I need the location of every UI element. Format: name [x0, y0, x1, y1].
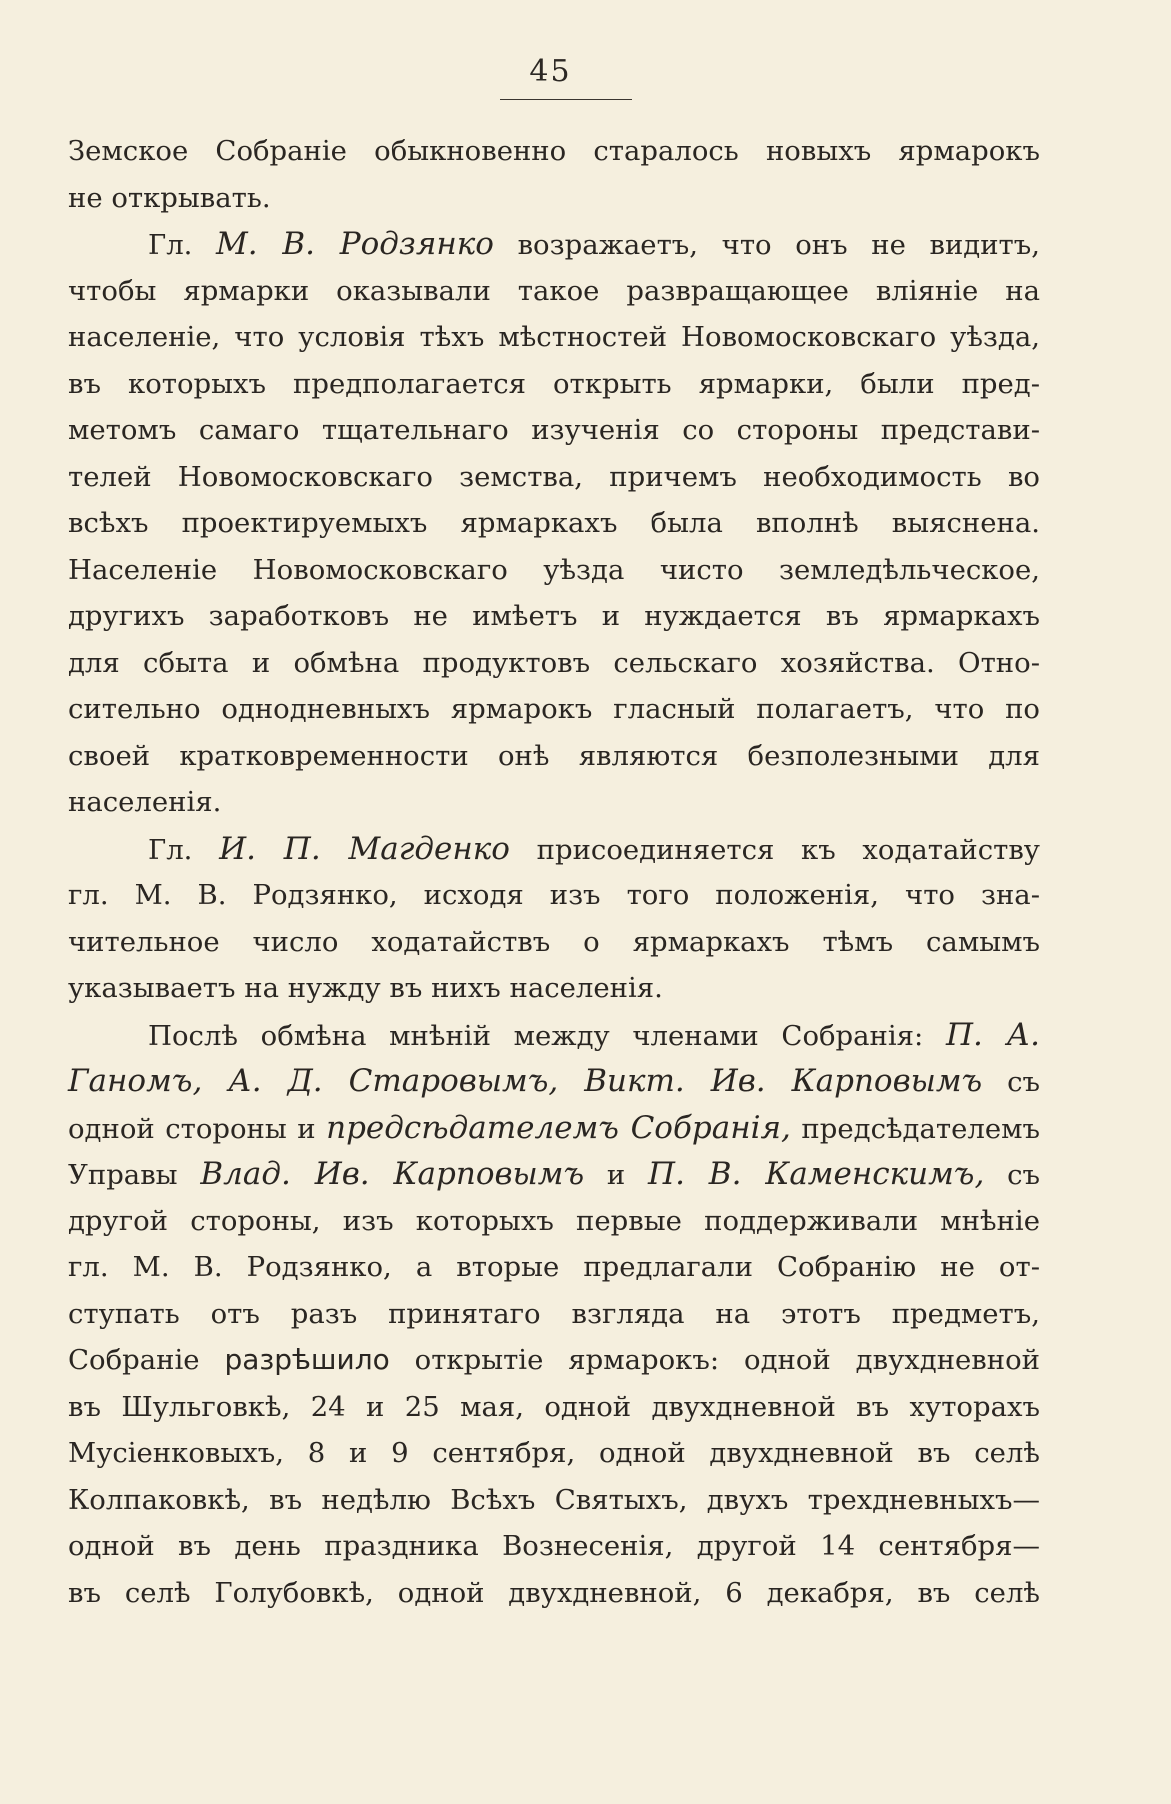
person-name: М. В. Родзянко — [216, 226, 494, 262]
text-line — [68, 547, 1040, 594]
person-name: Влад. Ив. Карповымъ — [200, 1156, 585, 1192]
text-run: Гл. — [148, 833, 220, 866]
text-line — [68, 593, 1040, 640]
text-run: указываетъ на нужду въ нихъ населенія. — [68, 972, 663, 1004]
text-run: сительно однодневныхъ ярмарокъ гласный полагаетъ, что по — [68, 693, 1040, 725]
text-run: въ Шульговкѣ, 24 и 25 мая, одной двухдневной въ хуторахъ — [68, 1390, 1040, 1423]
page-number-rule — [500, 99, 632, 100]
person-name: П. А. — [945, 1016, 1040, 1053]
text-run: и — [584, 1159, 649, 1191]
page-number: 45 — [529, 54, 572, 89]
text-run: Мусіенковыхъ, 8 и 9 сентября, одной двухдневной въ селѣ — [68, 1437, 1040, 1469]
text-run: Управы — [68, 1159, 201, 1191]
text-line — [68, 268, 1040, 315]
text-line — [68, 1523, 1040, 1570]
text-run: открытіе ярмарокъ: одной двухдневной — [389, 1344, 1040, 1376]
text-run: одной въ день праздника Вознесенія, другой 14 сентября— — [68, 1530, 1040, 1562]
text-line — [68, 1384, 1040, 1431]
text-line — [68, 1291, 1040, 1338]
text-run: съ — [984, 1159, 1040, 1191]
text-line — [68, 1477, 1040, 1524]
text-run: другой стороны, изъ которыхъ первые поддерживали мнѣніе — [68, 1204, 1040, 1237]
text-run: съ — [982, 1066, 1040, 1098]
text-line — [68, 1430, 1040, 1477]
text-run: Земское Собраніе обыкновенно старалось новыхъ ярмарокъ — [68, 135, 1040, 167]
text-line — [68, 733, 1040, 780]
text-run: Колпаковкѣ, въ недѣлю Всѣхъ Святыхъ, двухъ трехдневныхъ— — [68, 1483, 1040, 1516]
person-name: П. В. Каменскимъ, — [648, 1156, 985, 1192]
text-run: Населеніе Новомосковскаго уѣзда чисто земледѣльческое, — [68, 553, 1040, 586]
text-run: чительное число ходатайствъ о ярмаркахъ тѣмъ самымъ — [68, 925, 1040, 958]
text-run: въ селѣ Голубовкѣ, одной двухдневной, 6 декабря, въ селѣ — [68, 1576, 1040, 1609]
text-run: разрѣшило — [224, 1343, 390, 1376]
text-line — [68, 919, 1040, 966]
text-run: одной стороны и — [68, 1112, 327, 1145]
text-run: возражаетъ, что онъ не видитъ, — [493, 229, 1040, 261]
text-run: телей Новомосковскаго земства, причемъ необходимость во — [68, 460, 1040, 493]
text-line — [68, 640, 1040, 687]
text-line — [68, 1151, 1040, 1198]
text-line — [68, 314, 1040, 361]
text-run: Собраніе — [68, 1344, 225, 1376]
text-line — [68, 1244, 1040, 1291]
text-run: населенія. — [68, 786, 222, 818]
text-line — [68, 779, 1040, 826]
text-line — [68, 872, 1040, 919]
text-line — [68, 407, 1040, 454]
text-line — [68, 686, 1040, 733]
text-run: ступать отъ разъ принятаго взгляда на этотъ предметъ, — [68, 1297, 1040, 1330]
text-run: населеніе, что условія тѣхъ мѣстностей Новомосковскаго уѣзда, — [68, 321, 1040, 353]
text-line — [68, 1105, 1040, 1152]
text-line — [68, 1570, 1040, 1617]
text-line — [68, 826, 1040, 873]
person-name: предсѣдателемъ Собранія, — [326, 1109, 791, 1146]
text-run: чтобы ярмарки оказывали такое развращающее вліяніе на — [68, 274, 1040, 307]
text-run: присоединяется къ ходатайству — [509, 833, 1040, 866]
text-run: предсѣдателемъ — [790, 1112, 1040, 1145]
text-run: всѣхъ проектируемыхъ ярмаркахъ была вполнѣ выяснена. — [68, 507, 1040, 539]
text-line — [68, 128, 1040, 175]
text-run: Гл. — [148, 229, 217, 261]
text-run: Послѣ обмѣна мнѣній между членами Собранія: — [148, 1019, 946, 1052]
text-line — [68, 1337, 1040, 1384]
text-run: гл. М. В. Родзянко, а вторые предлагали Собранію не от- — [68, 1251, 1040, 1283]
text-line — [68, 1198, 1040, 1245]
person-name: И. П. Магденко — [219, 830, 510, 867]
text-line — [68, 1012, 1040, 1059]
text-line — [68, 175, 1040, 222]
text-line — [68, 454, 1040, 501]
text-run: гл. М. В. Родзянко, исходя изъ того положенія, что зна- — [68, 879, 1040, 911]
text-line — [68, 500, 1040, 547]
text-line — [68, 965, 1040, 1012]
text-run: для сбыта и обмѣна продуктовъ сельскаго хозяйства. Отно- — [68, 646, 1040, 679]
body-text — [68, 128, 1040, 1616]
text-run: своей кратковременности онѣ являются безполезными для — [68, 739, 1040, 772]
text-line — [68, 221, 1040, 268]
text-run: въ которыхъ предполагается открыть ярмарки, были пред- — [68, 367, 1040, 400]
text-line — [68, 1058, 1040, 1105]
text-run: не открывать. — [68, 181, 271, 214]
text-line — [68, 361, 1040, 408]
text-run: метомъ самаго тщательнаго изученія со стороны представи- — [68, 414, 1040, 446]
person-name: Ганомъ, А. Д. Старовымъ, Викт. Ив. Карповымъ — [68, 1063, 983, 1099]
text-run: другихъ заработковъ не имѣетъ и нуждается въ ярмаркахъ — [68, 600, 1040, 632]
